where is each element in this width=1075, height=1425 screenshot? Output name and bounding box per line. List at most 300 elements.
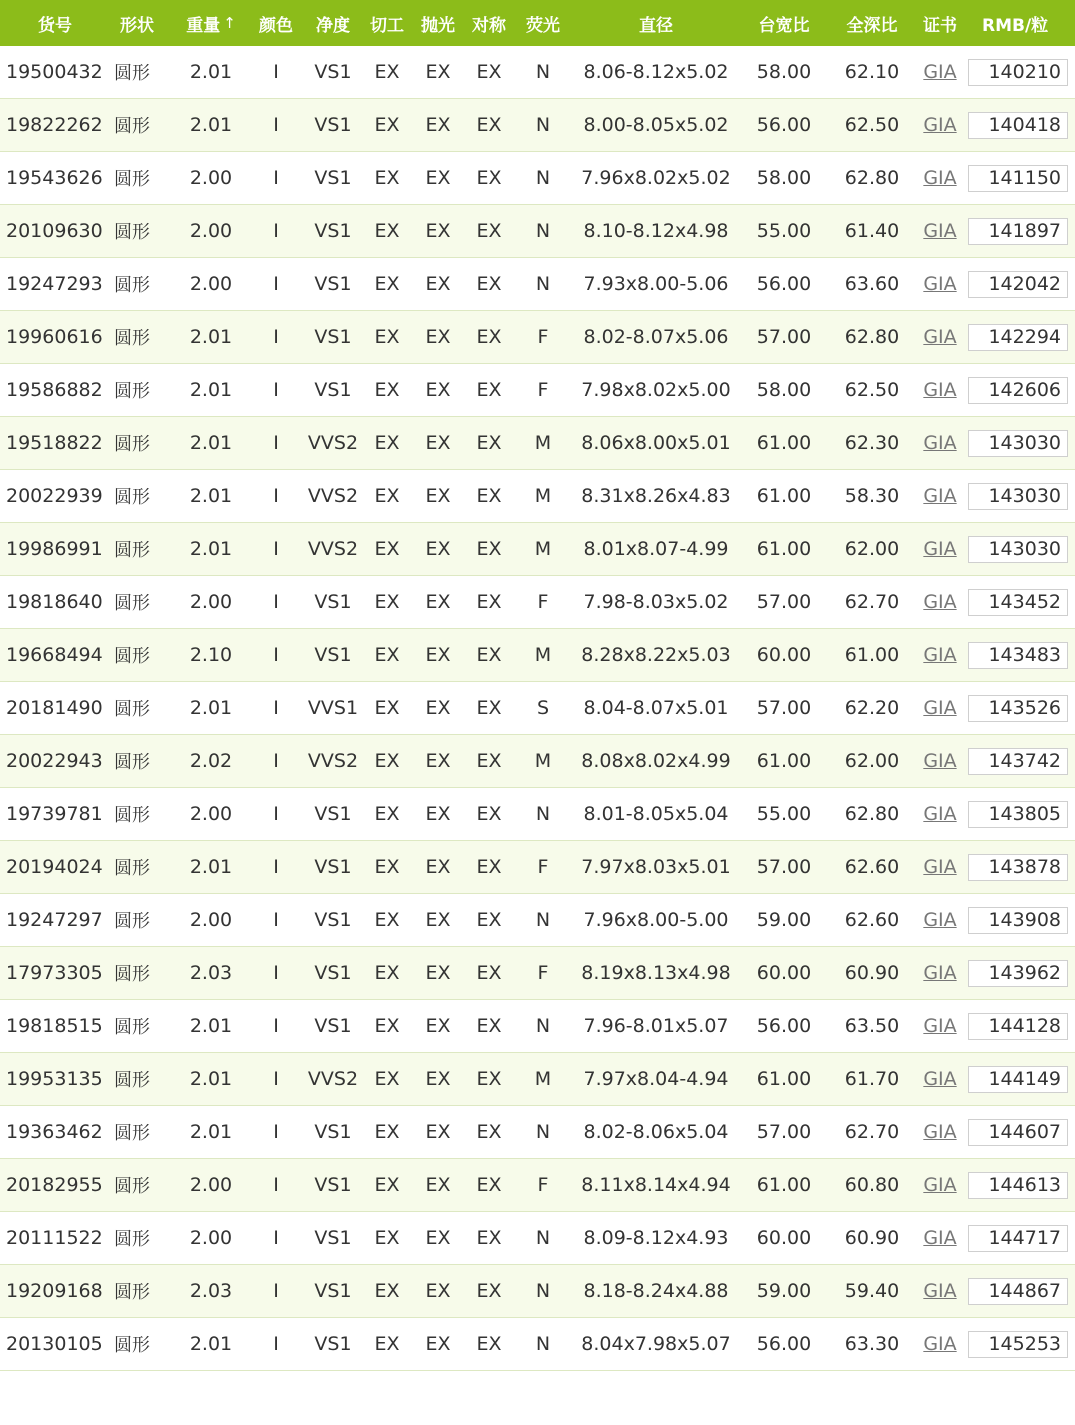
cell-color: I — [273, 750, 279, 772]
cell-fluorescence: F — [537, 591, 549, 613]
cell-symmetry: EX — [476, 644, 502, 666]
cell-polish: EX — [425, 432, 451, 454]
table-row — [0, 788, 1075, 841]
cell-depth-ratio: 63.50 — [844, 1015, 900, 1037]
cell-price — [968, 205, 1068, 257]
cell-weight: 2.01 — [189, 1068, 233, 1090]
cell-table-ratio: 56.00 — [756, 273, 812, 295]
cell-price — [968, 258, 1068, 310]
cell-fluorescence: M — [534, 538, 552, 560]
table-row — [0, 735, 1075, 788]
cell-diameter: 7.98x8.02x5.00 — [581, 379, 731, 401]
header-price[interactable]: RMB/粒 — [982, 15, 1049, 36]
cell-table-ratio: 58.00 — [756, 61, 812, 83]
price-field[interactable]: 143030 — [968, 536, 1068, 563]
cell-depth-ratio: 62.30 — [844, 432, 900, 454]
cell-table-ratio: 61.00 — [756, 1068, 812, 1090]
certificate-link[interactable]: GIA — [923, 61, 957, 83]
table-header-row — [0, 0, 1075, 46]
cell-weight: 2.01 — [189, 379, 233, 401]
cell-shape: 圆形 — [114, 1070, 150, 1091]
header-color[interactable]: 颜色 — [259, 15, 293, 36]
cell-fluorescence: M — [534, 644, 552, 666]
cell-diameter: 8.06x8.00x5.01 — [581, 432, 731, 454]
cell-color: I — [273, 220, 279, 242]
cell-shape: 圆形 — [114, 1123, 150, 1144]
cell-stock-number: 17973305 — [6, 962, 103, 984]
cell-color: I — [273, 644, 279, 666]
cell-fluorescence: N — [535, 220, 551, 242]
cell-table-ratio: 58.00 — [756, 379, 812, 401]
cell-price — [968, 1000, 1068, 1052]
price-field[interactable]: 143452 — [968, 589, 1068, 616]
cell-certificate — [916, 629, 964, 681]
cell-depth-ratio: 61.00 — [844, 644, 900, 666]
table-row — [0, 205, 1075, 258]
cell-color: I — [273, 538, 279, 560]
cell-depth-ratio: 58.30 — [844, 485, 900, 507]
cell-certificate — [916, 311, 964, 363]
cell-table-ratio: 57.00 — [756, 1121, 812, 1143]
cell-price — [968, 682, 1068, 734]
cell-symmetry: EX — [476, 591, 502, 613]
cell-cut: EX — [374, 432, 400, 454]
cell-weight: 2.01 — [189, 697, 233, 719]
certificate-link[interactable]: GIA — [923, 962, 957, 984]
cell-symmetry: EX — [476, 220, 502, 242]
price-field[interactable]: 144149 — [968, 1066, 1068, 1093]
cell-certificate — [916, 152, 964, 204]
cell-price — [968, 788, 1068, 840]
cell-symmetry: EX — [476, 1174, 502, 1196]
table-row — [0, 99, 1075, 152]
header-stock-number[interactable]: 货号 — [38, 15, 72, 36]
cell-polish: EX — [425, 1121, 451, 1143]
table-row — [0, 258, 1075, 311]
certificate-link[interactable]: GIA — [923, 856, 957, 878]
cell-clarity: VVS2 — [307, 1068, 359, 1090]
cell-fluorescence: N — [535, 114, 551, 136]
cell-price — [968, 523, 1068, 575]
certificate-link[interactable]: GIA — [923, 909, 957, 931]
cell-weight: 2.01 — [189, 856, 233, 878]
cell-color: I — [273, 803, 279, 825]
cell-stock-number: 20182955 — [6, 1174, 103, 1196]
certificate-link[interactable]: GIA — [923, 379, 957, 401]
cell-cut: EX — [374, 856, 400, 878]
cell-shape: 圆形 — [114, 752, 150, 773]
cell-table-ratio: 61.00 — [756, 750, 812, 772]
certificate-link[interactable]: GIA — [923, 220, 957, 242]
certificate-link[interactable]: GIA — [923, 750, 957, 772]
cell-price — [968, 311, 1068, 363]
cell-stock-number: 19209168 — [6, 1280, 103, 1302]
table-row — [0, 470, 1075, 523]
cell-depth-ratio: 62.80 — [844, 326, 900, 348]
cell-shape: 圆形 — [114, 699, 150, 720]
cell-diameter: 7.93x8.00-5.06 — [583, 273, 729, 295]
cell-stock-number: 20194024 — [6, 856, 103, 878]
cell-clarity: VS1 — [314, 644, 352, 666]
cell-shape: 圆形 — [114, 381, 150, 402]
cell-certificate — [916, 841, 964, 893]
header-fluorescence[interactable]: 荧光 — [526, 15, 560, 36]
cell-clarity: VS1 — [314, 61, 352, 83]
cell-stock-number: 19518822 — [6, 432, 103, 454]
cell-table-ratio: 60.00 — [756, 644, 812, 666]
table-row — [0, 417, 1075, 470]
cell-fluorescence: F — [537, 856, 549, 878]
cell-fluorescence: M — [534, 750, 552, 772]
cell-clarity: VS1 — [314, 273, 352, 295]
certificate-link[interactable]: GIA — [923, 591, 957, 613]
cell-clarity: VS1 — [314, 1227, 352, 1249]
cell-polish: EX — [425, 1280, 451, 1302]
cell-weight: 2.00 — [189, 1174, 233, 1196]
cell-certificate — [916, 364, 964, 416]
cell-shape: 圆形 — [114, 1335, 150, 1356]
certificate-link[interactable]: GIA — [923, 485, 957, 507]
cell-certificate — [916, 470, 964, 522]
certificate-link[interactable]: GIA — [923, 697, 957, 719]
cell-depth-ratio: 62.70 — [844, 1121, 900, 1143]
price-field[interactable]: 144607 — [968, 1119, 1068, 1146]
cell-fluorescence: M — [534, 1068, 552, 1090]
cell-polish: EX — [425, 909, 451, 931]
cell-stock-number: 20022943 — [6, 750, 103, 772]
certificate-link[interactable]: GIA — [923, 1121, 957, 1143]
cell-depth-ratio: 62.80 — [844, 167, 900, 189]
cell-color: I — [273, 962, 279, 984]
cell-table-ratio: 56.00 — [756, 114, 812, 136]
price-field[interactable]: 143908 — [968, 907, 1068, 934]
cell-fluorescence: F — [537, 326, 549, 348]
cell-stock-number: 20111522 — [6, 1227, 103, 1249]
cell-price — [968, 576, 1068, 628]
price-field[interactable]: 141897 — [968, 218, 1068, 245]
cell-color: I — [273, 114, 279, 136]
cell-price — [968, 1106, 1068, 1158]
cell-cut: EX — [374, 1015, 400, 1037]
cell-diameter: 8.08x8.02x4.99 — [581, 750, 731, 772]
header-certificate[interactable]: 证书 — [923, 15, 957, 36]
cell-weight: 2.03 — [189, 962, 233, 984]
cell-depth-ratio: 61.40 — [844, 220, 900, 242]
cell-polish: EX — [425, 591, 451, 613]
cell-color: I — [273, 273, 279, 295]
header-polish[interactable]: 抛光 — [421, 15, 455, 36]
price-field[interactable]: 143526 — [968, 695, 1068, 722]
price-field[interactable]: 145253 — [968, 1331, 1068, 1358]
cell-cut: EX — [374, 697, 400, 719]
price-field[interactable]: 143805 — [968, 801, 1068, 828]
cell-table-ratio: 59.00 — [756, 909, 812, 931]
cell-cut: EX — [374, 1280, 400, 1302]
header-table-ratio[interactable]: 台宽比 — [758, 15, 810, 36]
cell-symmetry: EX — [476, 962, 502, 984]
table-row — [0, 523, 1075, 576]
cell-cut: EX — [374, 1174, 400, 1196]
cell-color: I — [273, 1280, 279, 1302]
cell-cut: EX — [374, 1068, 400, 1090]
cell-price — [968, 1053, 1068, 1105]
cell-color: I — [273, 1015, 279, 1037]
cell-certificate — [916, 258, 964, 310]
cell-stock-number: 19960616 — [6, 326, 103, 348]
cell-symmetry: EX — [476, 697, 502, 719]
header-weight[interactable] — [178, 0, 244, 46]
cell-symmetry: EX — [476, 1227, 502, 1249]
cell-clarity: VS1 — [314, 591, 352, 613]
cell-price — [968, 1265, 1068, 1317]
cell-table-ratio: 61.00 — [756, 485, 812, 507]
cell-diameter: 7.97x8.04-4.94 — [583, 1068, 729, 1090]
cell-fluorescence: N — [535, 1121, 551, 1143]
cell-fluorescence: S — [536, 697, 550, 719]
price-field[interactable]: 144717 — [968, 1225, 1068, 1252]
certificate-link[interactable]: GIA — [923, 1280, 957, 1302]
cell-cut: EX — [374, 273, 400, 295]
certificate-link[interactable]: GIA — [923, 1174, 957, 1196]
cell-diameter: 8.02-8.07x5.06 — [583, 326, 729, 348]
cell-cut: EX — [374, 1227, 400, 1249]
cell-fluorescence: N — [535, 1333, 551, 1355]
table-row — [0, 311, 1075, 364]
header-weight-label: 重量 — [186, 15, 221, 36]
cell-polish: EX — [425, 167, 451, 189]
cell-certificate — [916, 417, 964, 469]
header-symmetry[interactable]: 对称 — [472, 15, 506, 36]
certificate-link[interactable]: GIA — [923, 273, 957, 295]
header-diameter[interactable]: 直径 — [639, 15, 673, 36]
cell-cut: EX — [374, 803, 400, 825]
price-field[interactable]: 143878 — [968, 854, 1068, 881]
price-field[interactable]: 144867 — [968, 1278, 1068, 1305]
table-row — [0, 947, 1075, 1000]
cell-price — [968, 1318, 1068, 1370]
certificate-link[interactable]: GIA — [923, 114, 957, 136]
cell-polish: EX — [425, 697, 451, 719]
price-field[interactable]: 140210 — [968, 59, 1068, 86]
cell-price — [968, 629, 1068, 681]
header-clarity[interactable]: 净度 — [316, 15, 350, 36]
price-field[interactable]: 142294 — [968, 324, 1068, 351]
cell-depth-ratio: 60.90 — [844, 962, 900, 984]
cell-price — [968, 1212, 1068, 1264]
cell-price — [968, 735, 1068, 787]
cell-weight: 2.00 — [189, 167, 233, 189]
cell-table-ratio: 58.00 — [756, 167, 812, 189]
cell-symmetry: EX — [476, 856, 502, 878]
cell-clarity: VS1 — [314, 962, 352, 984]
cell-polish: EX — [425, 61, 451, 83]
certificate-link[interactable]: GIA — [923, 644, 957, 666]
cell-symmetry: EX — [476, 114, 502, 136]
cell-certificate — [916, 205, 964, 257]
certificate-link[interactable]: GIA — [923, 1227, 957, 1249]
cell-diameter: 8.00-8.05x5.02 — [583, 114, 729, 136]
cell-polish: EX — [425, 1015, 451, 1037]
cell-depth-ratio: 60.90 — [844, 1227, 900, 1249]
cell-depth-ratio: 62.10 — [844, 61, 900, 83]
cell-polish: EX — [425, 273, 451, 295]
cell-weight: 2.01 — [189, 326, 233, 348]
cell-symmetry: EX — [476, 1333, 502, 1355]
cell-polish: EX — [425, 538, 451, 560]
cell-certificate — [916, 682, 964, 734]
cell-table-ratio: 57.00 — [756, 697, 812, 719]
cell-stock-number: 20109630 — [6, 220, 103, 242]
price-field[interactable]: 141150 — [968, 165, 1068, 192]
cell-polish: EX — [425, 644, 451, 666]
cell-depth-ratio: 62.60 — [844, 909, 900, 931]
cell-polish: EX — [425, 750, 451, 772]
cell-price — [968, 1159, 1068, 1211]
cell-diameter: 7.96x8.00-5.00 — [583, 909, 729, 931]
cell-fluorescence: N — [535, 1280, 551, 1302]
cell-polish: EX — [425, 803, 451, 825]
cell-color: I — [273, 1333, 279, 1355]
cell-table-ratio: 61.00 — [756, 432, 812, 454]
cell-price — [968, 364, 1068, 416]
cell-polish: EX — [425, 1227, 451, 1249]
cell-weight: 2.10 — [189, 644, 233, 666]
certificate-link[interactable]: GIA — [923, 1333, 957, 1355]
cell-weight: 2.01 — [189, 1333, 233, 1355]
cell-shape: 圆形 — [114, 1229, 150, 1250]
cell-weight: 2.01 — [189, 114, 233, 136]
price-field[interactable]: 143030 — [968, 483, 1068, 510]
cell-stock-number: 19953135 — [6, 1068, 103, 1090]
cell-depth-ratio: 63.30 — [844, 1333, 900, 1355]
price-field[interactable]: 143483 — [968, 642, 1068, 669]
cell-price — [968, 947, 1068, 999]
cell-depth-ratio: 62.50 — [844, 114, 900, 136]
price-field[interactable]: 143742 — [968, 748, 1068, 775]
cell-clarity: VVS2 — [307, 485, 359, 507]
price-field[interactable]: 144613 — [968, 1172, 1068, 1199]
certificate-link[interactable]: GIA — [923, 1068, 957, 1090]
certificate-link[interactable]: GIA — [923, 538, 957, 560]
cell-polish: EX — [425, 962, 451, 984]
cell-polish: EX — [425, 379, 451, 401]
cell-weight: 2.01 — [189, 61, 233, 83]
cell-fluorescence: N — [535, 1227, 551, 1249]
cell-symmetry: EX — [476, 538, 502, 560]
price-field[interactable]: 143962 — [968, 960, 1068, 987]
cell-shape: 圆形 — [114, 1017, 150, 1038]
table-row — [0, 1106, 1075, 1159]
price-field[interactable]: 143030 — [968, 430, 1068, 457]
cell-diameter: 8.19x8.13x4.98 — [581, 962, 731, 984]
cell-diameter: 8.28x8.22x5.03 — [581, 644, 731, 666]
cell-color: I — [273, 1227, 279, 1249]
cell-cut: EX — [374, 379, 400, 401]
cell-weight: 2.00 — [189, 909, 233, 931]
cell-stock-number: 19586882 — [6, 379, 103, 401]
cell-diameter: 7.98-8.03x5.02 — [583, 591, 729, 613]
certificate-link[interactable]: GIA — [923, 326, 957, 348]
cell-certificate — [916, 1318, 964, 1370]
cell-clarity: VVS1 — [307, 697, 359, 719]
cell-certificate — [916, 947, 964, 999]
cell-clarity: VS1 — [314, 379, 352, 401]
certificate-link[interactable]: GIA — [923, 1015, 957, 1037]
price-field[interactable]: 142606 — [968, 377, 1068, 404]
table-row — [0, 152, 1075, 205]
cell-symmetry: EX — [476, 167, 502, 189]
cell-clarity: VS1 — [314, 803, 352, 825]
cell-price — [968, 152, 1068, 204]
table-row — [0, 1159, 1075, 1212]
header-depth-ratio[interactable]: 全深比 — [846, 15, 898, 36]
cell-symmetry: EX — [476, 432, 502, 454]
cell-color: I — [273, 697, 279, 719]
cell-polish: EX — [425, 1068, 451, 1090]
header-cut[interactable]: 切工 — [370, 15, 404, 36]
cell-weight: 2.01 — [189, 1015, 233, 1037]
cell-clarity: VS1 — [314, 326, 352, 348]
certificate-link[interactable]: GIA — [923, 803, 957, 825]
cell-clarity: VS1 — [314, 1015, 352, 1037]
cell-color: I — [273, 485, 279, 507]
cell-cut: EX — [374, 326, 400, 348]
cell-symmetry: EX — [476, 1280, 502, 1302]
cell-diameter: 8.04x7.98x5.07 — [581, 1333, 731, 1355]
cell-stock-number: 19818515 — [6, 1015, 103, 1037]
certificate-link[interactable]: GIA — [923, 432, 957, 454]
cell-price — [968, 841, 1068, 893]
cell-weight: 2.03 — [189, 1280, 233, 1302]
header-shape[interactable]: 形状 — [120, 15, 154, 36]
table-row — [0, 894, 1075, 947]
cell-depth-ratio: 60.80 — [844, 1174, 900, 1196]
cell-weight: 2.00 — [189, 220, 233, 242]
cell-depth-ratio: 62.70 — [844, 591, 900, 613]
cell-table-ratio: 60.00 — [756, 962, 812, 984]
cell-stock-number: 20130105 — [6, 1333, 103, 1355]
price-field[interactable]: 142042 — [968, 271, 1068, 298]
cell-shape: 圆形 — [114, 593, 150, 614]
table-row — [0, 364, 1075, 417]
cell-cut: EX — [374, 1121, 400, 1143]
cell-stock-number: 19247293 — [6, 273, 103, 295]
cell-fluorescence: N — [535, 909, 551, 931]
cell-clarity: VS1 — [314, 114, 352, 136]
cell-polish: EX — [425, 856, 451, 878]
cell-symmetry: EX — [476, 326, 502, 348]
table-row — [0, 629, 1075, 682]
cell-fluorescence: N — [535, 167, 551, 189]
certificate-link[interactable]: GIA — [923, 167, 957, 189]
price-field[interactable]: 144128 — [968, 1013, 1068, 1040]
cell-clarity: VS1 — [314, 1121, 352, 1143]
cell-diameter: 8.11x8.14x4.94 — [581, 1174, 731, 1196]
price-field[interactable]: 140418 — [968, 112, 1068, 139]
cell-clarity: VS1 — [314, 1333, 352, 1355]
cell-price — [968, 470, 1068, 522]
cell-table-ratio: 57.00 — [756, 856, 812, 878]
cell-color: I — [273, 591, 279, 613]
cell-color: I — [273, 61, 279, 83]
table-row — [0, 682, 1075, 735]
cell-diameter: 8.31x8.26x4.83 — [581, 485, 731, 507]
cell-certificate — [916, 735, 964, 787]
cell-cut: EX — [374, 61, 400, 83]
cell-weight: 2.02 — [189, 750, 233, 772]
cell-depth-ratio: 61.70 — [844, 1068, 900, 1090]
cell-fluorescence: M — [534, 485, 552, 507]
